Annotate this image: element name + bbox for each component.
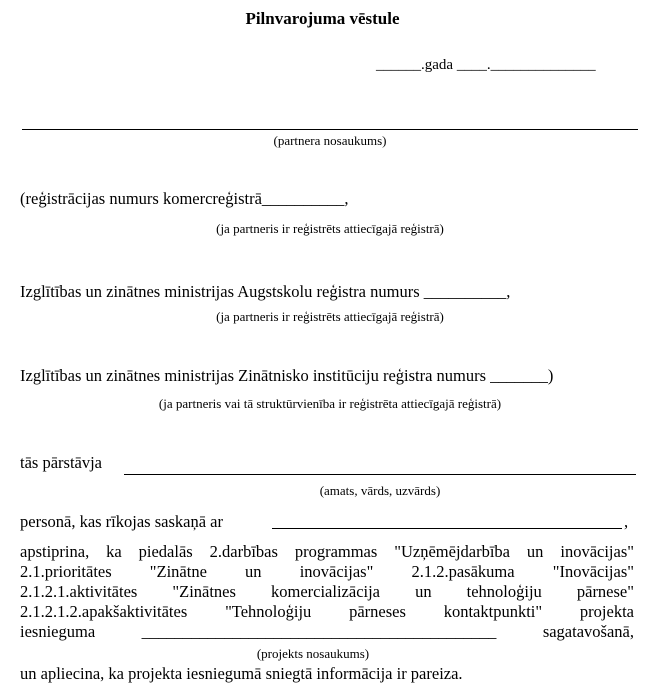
representative-line [124, 474, 636, 475]
person-line-end: , [624, 512, 629, 531]
paragraph-line: apstiprina, ka piedalās 2.darbības programmas "Uzņēmējdarbība un inovācijas" [20, 542, 634, 561]
higher-ed-caption: (ja partneris ir reģistrēts attiecīgajā reģistrā) [216, 309, 444, 324]
registration-line: (reģistrācijas numurs komercreģistrā__________, [20, 189, 349, 208]
final-line: un apliecina, ka projekta iesniegumā sniegtā informācija ir pareiza. [20, 664, 463, 683]
science-registry-line: Izglītības un zinātnes ministrijas Zinātnisko institūciju reģistra numurs _______) [20, 366, 554, 385]
person-line-start: personā, kas rīkojas saskaņā ar [20, 512, 223, 531]
higher-ed-registry-line: Izglītības un zinātnes ministrijas Augstskolu reģistra numurs __________, [20, 282, 511, 301]
registration-caption: (ja partneris ir reģistrēts attiecīgajā reģistrā) [216, 221, 444, 236]
science-caption: (ja partneris vai tā struktūrvienība ir reģistrēta attiecīgajā reģistrā) [158, 396, 502, 411]
paragraph-line: 2.1.prioritātes "Zinātne un inovācijas" 2.1.2.pasākuma "Inovācijas" [20, 562, 634, 581]
representative-caption: (amats, vārds, uzvārds) [319, 483, 441, 498]
paragraph-line: 2.1.2.1.aktivitātes "Zinātnes komercializācija un tehnoloģiju pārnese" [20, 582, 634, 601]
paragraph-line: 2.1.2.1.2.apakšaktivitātes "Tehnoloģiju pārneses kontaktpunkti" projekta [20, 602, 634, 621]
project-caption: (projekts nosaukums) [256, 646, 370, 661]
partner-name-line [22, 129, 638, 130]
paragraph-line: iesnieguma ___________________________________________ sagatavošanā, [20, 622, 634, 641]
representative-label: tās pārstāvja [20, 453, 103, 472]
approval-paragraph [20, 542, 634, 642]
document-title: Pilnvarojuma vēstule [245, 9, 400, 28]
date-line: ______.gada ____.______________ [376, 57, 596, 73]
person-basis-line [272, 528, 622, 529]
partner-caption: (partnera nosaukums) [273, 133, 387, 148]
